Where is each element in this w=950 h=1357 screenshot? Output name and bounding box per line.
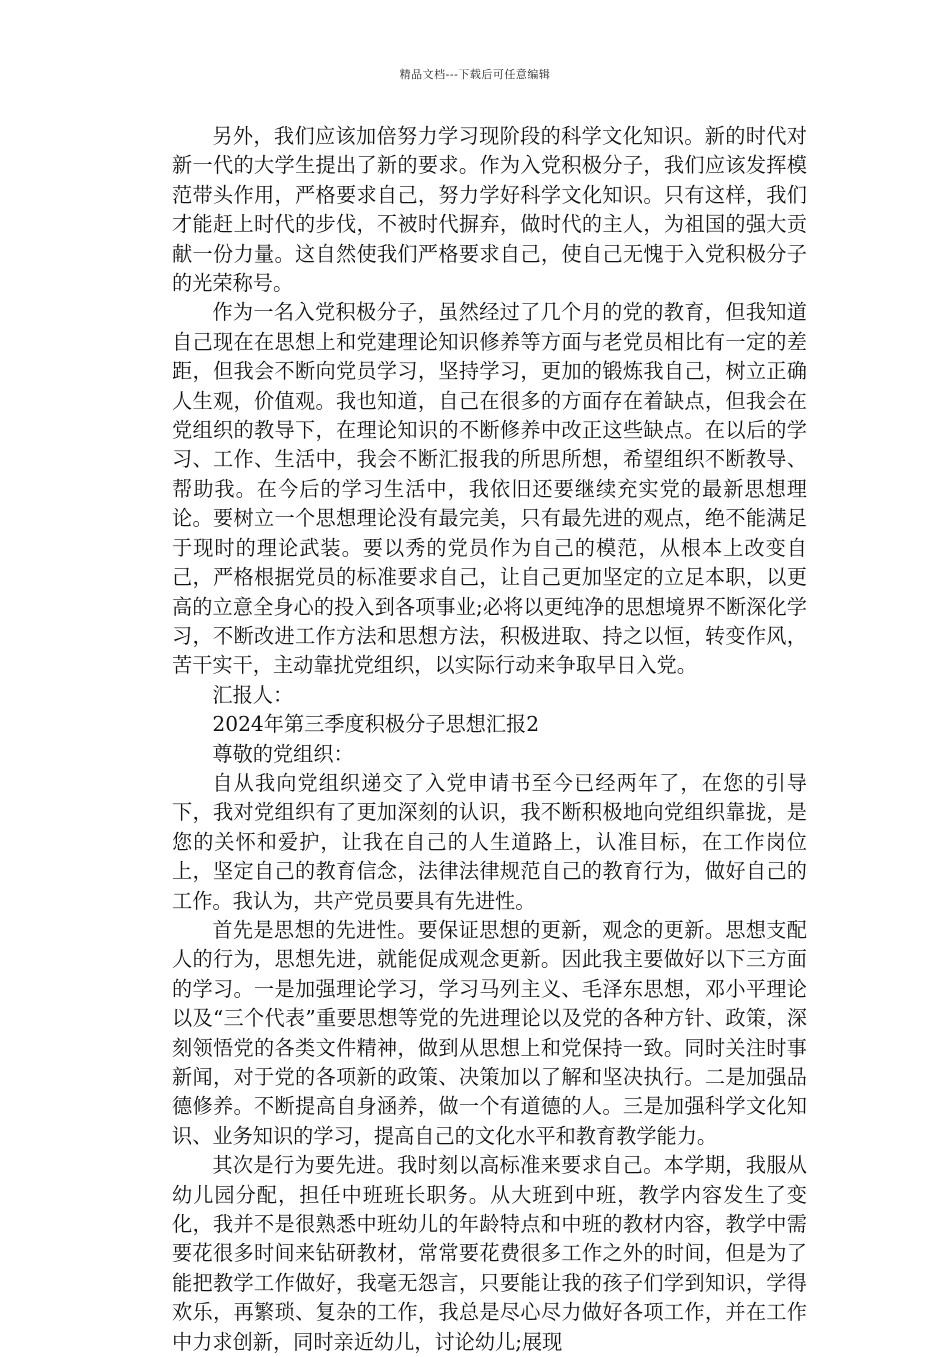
paragraph: 另外，我们应该加倍努力学习现阶段的科学文化知识。新的时代对新一代的大学生提出了新的要求。作为入党积极分子，我们应该发挥模范带头作用，严格要求自己，努力学好科学文化知识。只有这样，我们才能赶上时代的步伐，不被时代摒弃，做时代的主人，为祖国的强大贡献一份力量。这自然使我们严格要求自己，使自己无愧于入党积极分子的光荣称号。 — [172, 124, 807, 296]
salutation: 尊敬的党组织： — [212, 741, 354, 766]
paragraph: 作为一名入党积极分子，虽然经过了几个月的党的教育，但我知道自己现在在思想上和党建理论知识修养等方面与老党员相比有一定的差距，但我会不断向党员学习，坚持学习，更加的锻炼我自己，树立正确人生观，价值观。我也知道，自己在很多的方面存在着缺点，但我会在党组织的教导下，在理论知识的不断修养中改正这些缺点。在以后的学习、工作、生活中，我会不断汇报我的所思所想，希望组织不断教导、帮助我。在今后的学习生活中，我依旧还要继续充实党的最新思想理论。要树立一个思想理论没有最完美，只有最先进的观点，绝不能满足于现时的理论武装。要以秀的党员作为自己的模范，从根本上改变自己，严格根据党员的标准要求自己，让自己更加坚定的立足本职，以更高的立意全身心的投入到各项事业;必将以更纯净的思想境界不断深化学习，不断改进工作方法和思想方法，积极进取、持之以恒，转变作风，苦干实干，主动靠扰党组织，以实际行动来争取早日入党。 — [172, 300, 807, 678]
paragraph: 自从我向党组织递交了入党申请书至今已经两年了，在您的引导下，我对党组织有了更加深刻的认识，我不断积极地向党组织靠拢，是您的关怀和爱护，让我在自己的人生道路上，认准目标，在工作岗位上，坚定自己的教育信念，法律法律规范自己的教育行为，做好自己的工作。我认为，共产党员要具有先进性。 — [172, 770, 807, 913]
document-body — [172, 122, 807, 1357]
page-header: 精品文档---下载后可任意编辑 — [399, 68, 551, 81]
report-title: 2024年第三季度积极分子思想汇报2 — [212, 712, 540, 737]
reporter-label: 汇报人： — [212, 682, 294, 707]
paragraph: 首先是思想的先进性。要保证思想的更新，观念的更新。思想支配人的行为，思想先进，就能促成观念更新。因此我主要做好以下三方面的学习。一是加强理论学习，学习马列主义、毛泽东思想，邓小平理论以及“三个代表”重要思想等党的先进理论以及党的各种方针、政策，深刻领悟党的各类文件精神，做到从思想上和党保持一致。同时关注时事新闻，对于党的各项新的政策、决策加以了解和坚决执行。二是加强品德修养。不断提高自身涵养，做一个有道德的人。三是加强科学文化知识、业务知识的学习，提高自己的文化水平和教育教学能力。 — [172, 917, 807, 1148]
paragraph: 其次是行为要先进。我时刻以高标准来要求自己。本学期，我服从幼儿园分配，担任中班班长职务。从大班到中班，教学内容发生了变化，我并不是很熟悉中班幼儿的年龄特点和中班的教材内容，教学中需要花很多时间来钻研教材，常常要花费很多工作之外的时间，但是为了能把教学工作做好，我毫无怨言，只要能让我的孩子们学到知识，学得欢乐，再繁琐、复杂的工作，我总是尽心尽力做好各项工作，并在工作中力求创新，同时亲近幼儿，讨论幼儿;展现 — [172, 1153, 807, 1354]
